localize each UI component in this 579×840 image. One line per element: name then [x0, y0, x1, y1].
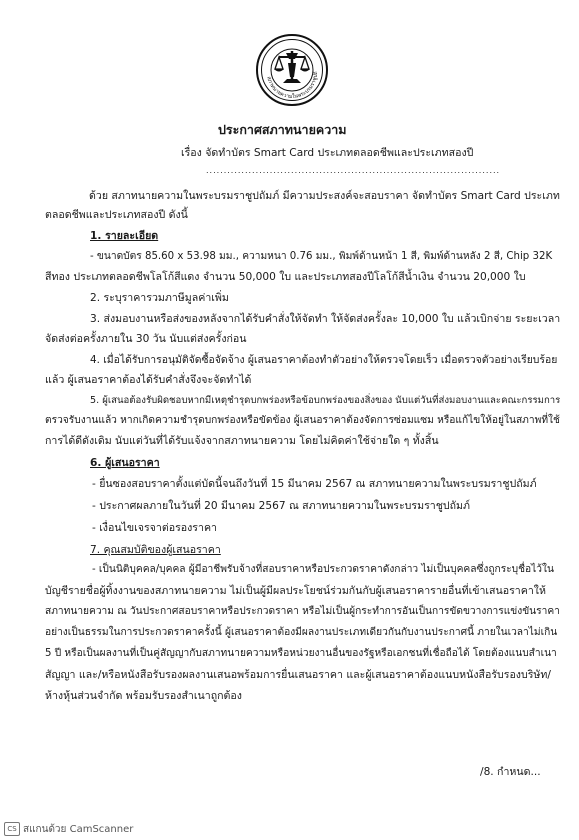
- section-7-line-5: 5 ปี หรือเป็นผลงานที่เป็นคู่สัญญากับสภาทนายความหรือหน่วยงานอื่นของรัฐหรือเอกชนที่เชื่อถือได้ โดยต้องแนบสำเนา: [45, 648, 557, 659]
- continued-marker: /8. กำหนด...: [480, 766, 541, 778]
- svg-text:สภาทนายความในพระบรมราชูปถัมภ์: สภาทนายความในพระบรมราชูปถั: [265, 71, 320, 101]
- intro-line-1: ด้วย สภาทนายความในพระบรมราชูปถัมภ์ มีความประสงค์จะสอบราคา จัดทำบัตร Smart Card ประเภท: [89, 190, 560, 202]
- section-4-line-1: 4. เมื่อได้รับการอนุมัติจัดซื้อจัดจ้าง ผู้เสนอราคาต้องทำตัวอย่างให้ตรวจโดยเร็ว เมื่อตรวจตัวอย่างเรียบร้อย: [90, 354, 558, 366]
- title-divider: ...................................................................................: [206, 166, 501, 175]
- section-1-line-1: - ขนาดบัตร 85.60 x 53.98 มม., ความหนา 0.76 มม., พิมพ์ด้านหน้า 1 สี, พิมพ์ด้านหลัง 2 สี, Chip 32K: [90, 251, 553, 262]
- council-seal-logo: [255, 33, 329, 107]
- section-1-heading: 1. รายละเอียด: [90, 230, 159, 242]
- announcement-subject: เรื่อง จัดทำบัตร Smart Card ประเภทตลอดชีพและประเภทสองปี: [181, 147, 474, 159]
- section-6-item-2: - ประกาศผลภายในวันที่ 20 มีนาคม 2567 ณ สภาทนายความในพระบรมราชูปถัมภ์: [92, 500, 471, 512]
- section-5-line-1: 5. ผู้เสนอต้องรับผิดชอบหากมีเหตุชำรุดบกพร่องหรือข้อบกพร่องของสิ่งของ นับแต่วันที่ส่งมอบงานและคณะกรรมการ: [90, 395, 561, 406]
- section-4-line-2: แล้ว ผู้เสนอราคาต้องได้รับคำสั่งจึงจะจัดทำได้: [45, 374, 252, 386]
- section-7-heading: 7. คุณสมบัติของผู้เสนอราคา: [90, 544, 221, 556]
- section-6-item-3: - เงื่อนไขเจรจาต่อรองราคา: [92, 522, 217, 534]
- section-7-line-2: บัญชีรายชื่อผู้ทิ้งงานของสภาทนายความ ไม่เป็นผู้มีผลประโยชน์ร่วมกันกับผู้เสนอราคารายอื่นที่เข้าเสนอราคาให้: [45, 585, 546, 597]
- camscanner-text: สแกนด้วย CamScanner: [23, 824, 134, 835]
- section-7-line-4: อย่างเป็นธรรมในการประกวดราคาครั้งนี้ ผู้เสนอราคาต้องมีผลงานประเภทเดียวกันกับงานประกาศนี้ ภายในเวลาไม่เกิน: [45, 627, 558, 638]
- intro-line-2: ตลอดชีพและประเภทสองปี ดังนี้: [45, 209, 188, 221]
- section-2-line-1: 2. ระบุราคารวมภาษีมูลค่าเพิ่ม: [90, 292, 229, 304]
- announcement-title: ประกาศสภาทนายความ: [218, 122, 347, 137]
- section-6-heading: 6. ผู้เสนอราคา: [90, 457, 160, 469]
- section-7-line-6: สัญญา และ/หรือหนังสือรับรองผลงานเสนอพร้อมการยื่นเสนอราคา และผู้เสนอราคาต้องแนบหนังสือรับรองบริษัท/: [45, 669, 551, 681]
- section-3-line-2: จัดส่งต่อครั้งภายใน 30 วัน นับแต่ส่งครั้งก่อน: [45, 333, 247, 345]
- section-5-line-3: การได้ดีดังเดิม นับแต่วันที่ได้รับแจ้งจากสภาทนายความ โดยไม่คิดค่าใช้จ่ายใด ๆ ทั้งสิ้น: [45, 435, 439, 447]
- camscanner-badge-icon: CS: [4, 822, 20, 836]
- section-7-line-3: สภาทนายความ ณ วันประกาศสอบราคาหรือประกวดราคา หรือไม่เป็นผู้กระทำการอันเป็นการขัดขวางการแข่งขันราคา: [45, 606, 560, 617]
- section-5-line-2: ตรวจรับงานแล้ว หากเกิดความชำรุดบกพร่องหรือขัดข้อง ผู้เสนอราคาต้องจัดการซ่อมแซม หรือแก้ไขให้อยู่ในสภาพที่ใช้: [45, 415, 560, 426]
- section-7-line-1: - เป็นนิติบุคคล/บุคคล ผู้มีอาชีพรับจ้างที่สอบราคาหรือประกวดราคาดังกล่าว ไม่เป็นบุคคลซึ่งถูกระบุชื่อไว้ใน: [92, 564, 554, 575]
- section-1-line-2: สีทอง ประเภทตลอดชีพโลโก้สีแดง จำนวน 50,000 ใบ และประเภทสองปีโลโก้สีน้ำเงิน จำนวน 20,000 ใบ: [45, 271, 526, 283]
- section-3-line-1: 3. ส่งมอบงานหรือส่งของหลังจากได้รับคำสั่งให้จัดทำ ให้จัดส่งครั้งละ 10,000 ใบ แล้วเบิกจ่าย ระยะเวลา: [90, 313, 561, 325]
- section-6-item-1: - ยื่นซองสอบราคาตั้งแต่บัดนี้จนถึงวันที่ 15 มีนาคม 2567 ณ สภาทนายความในพระบรมราชูปถัมภ์: [92, 478, 537, 490]
- camscanner-watermark: [4, 822, 133, 837]
- section-7-line-7: ห้างหุ้นส่วนจำกัด พร้อมรับรองสำเนาถูกต้อง: [45, 690, 242, 702]
